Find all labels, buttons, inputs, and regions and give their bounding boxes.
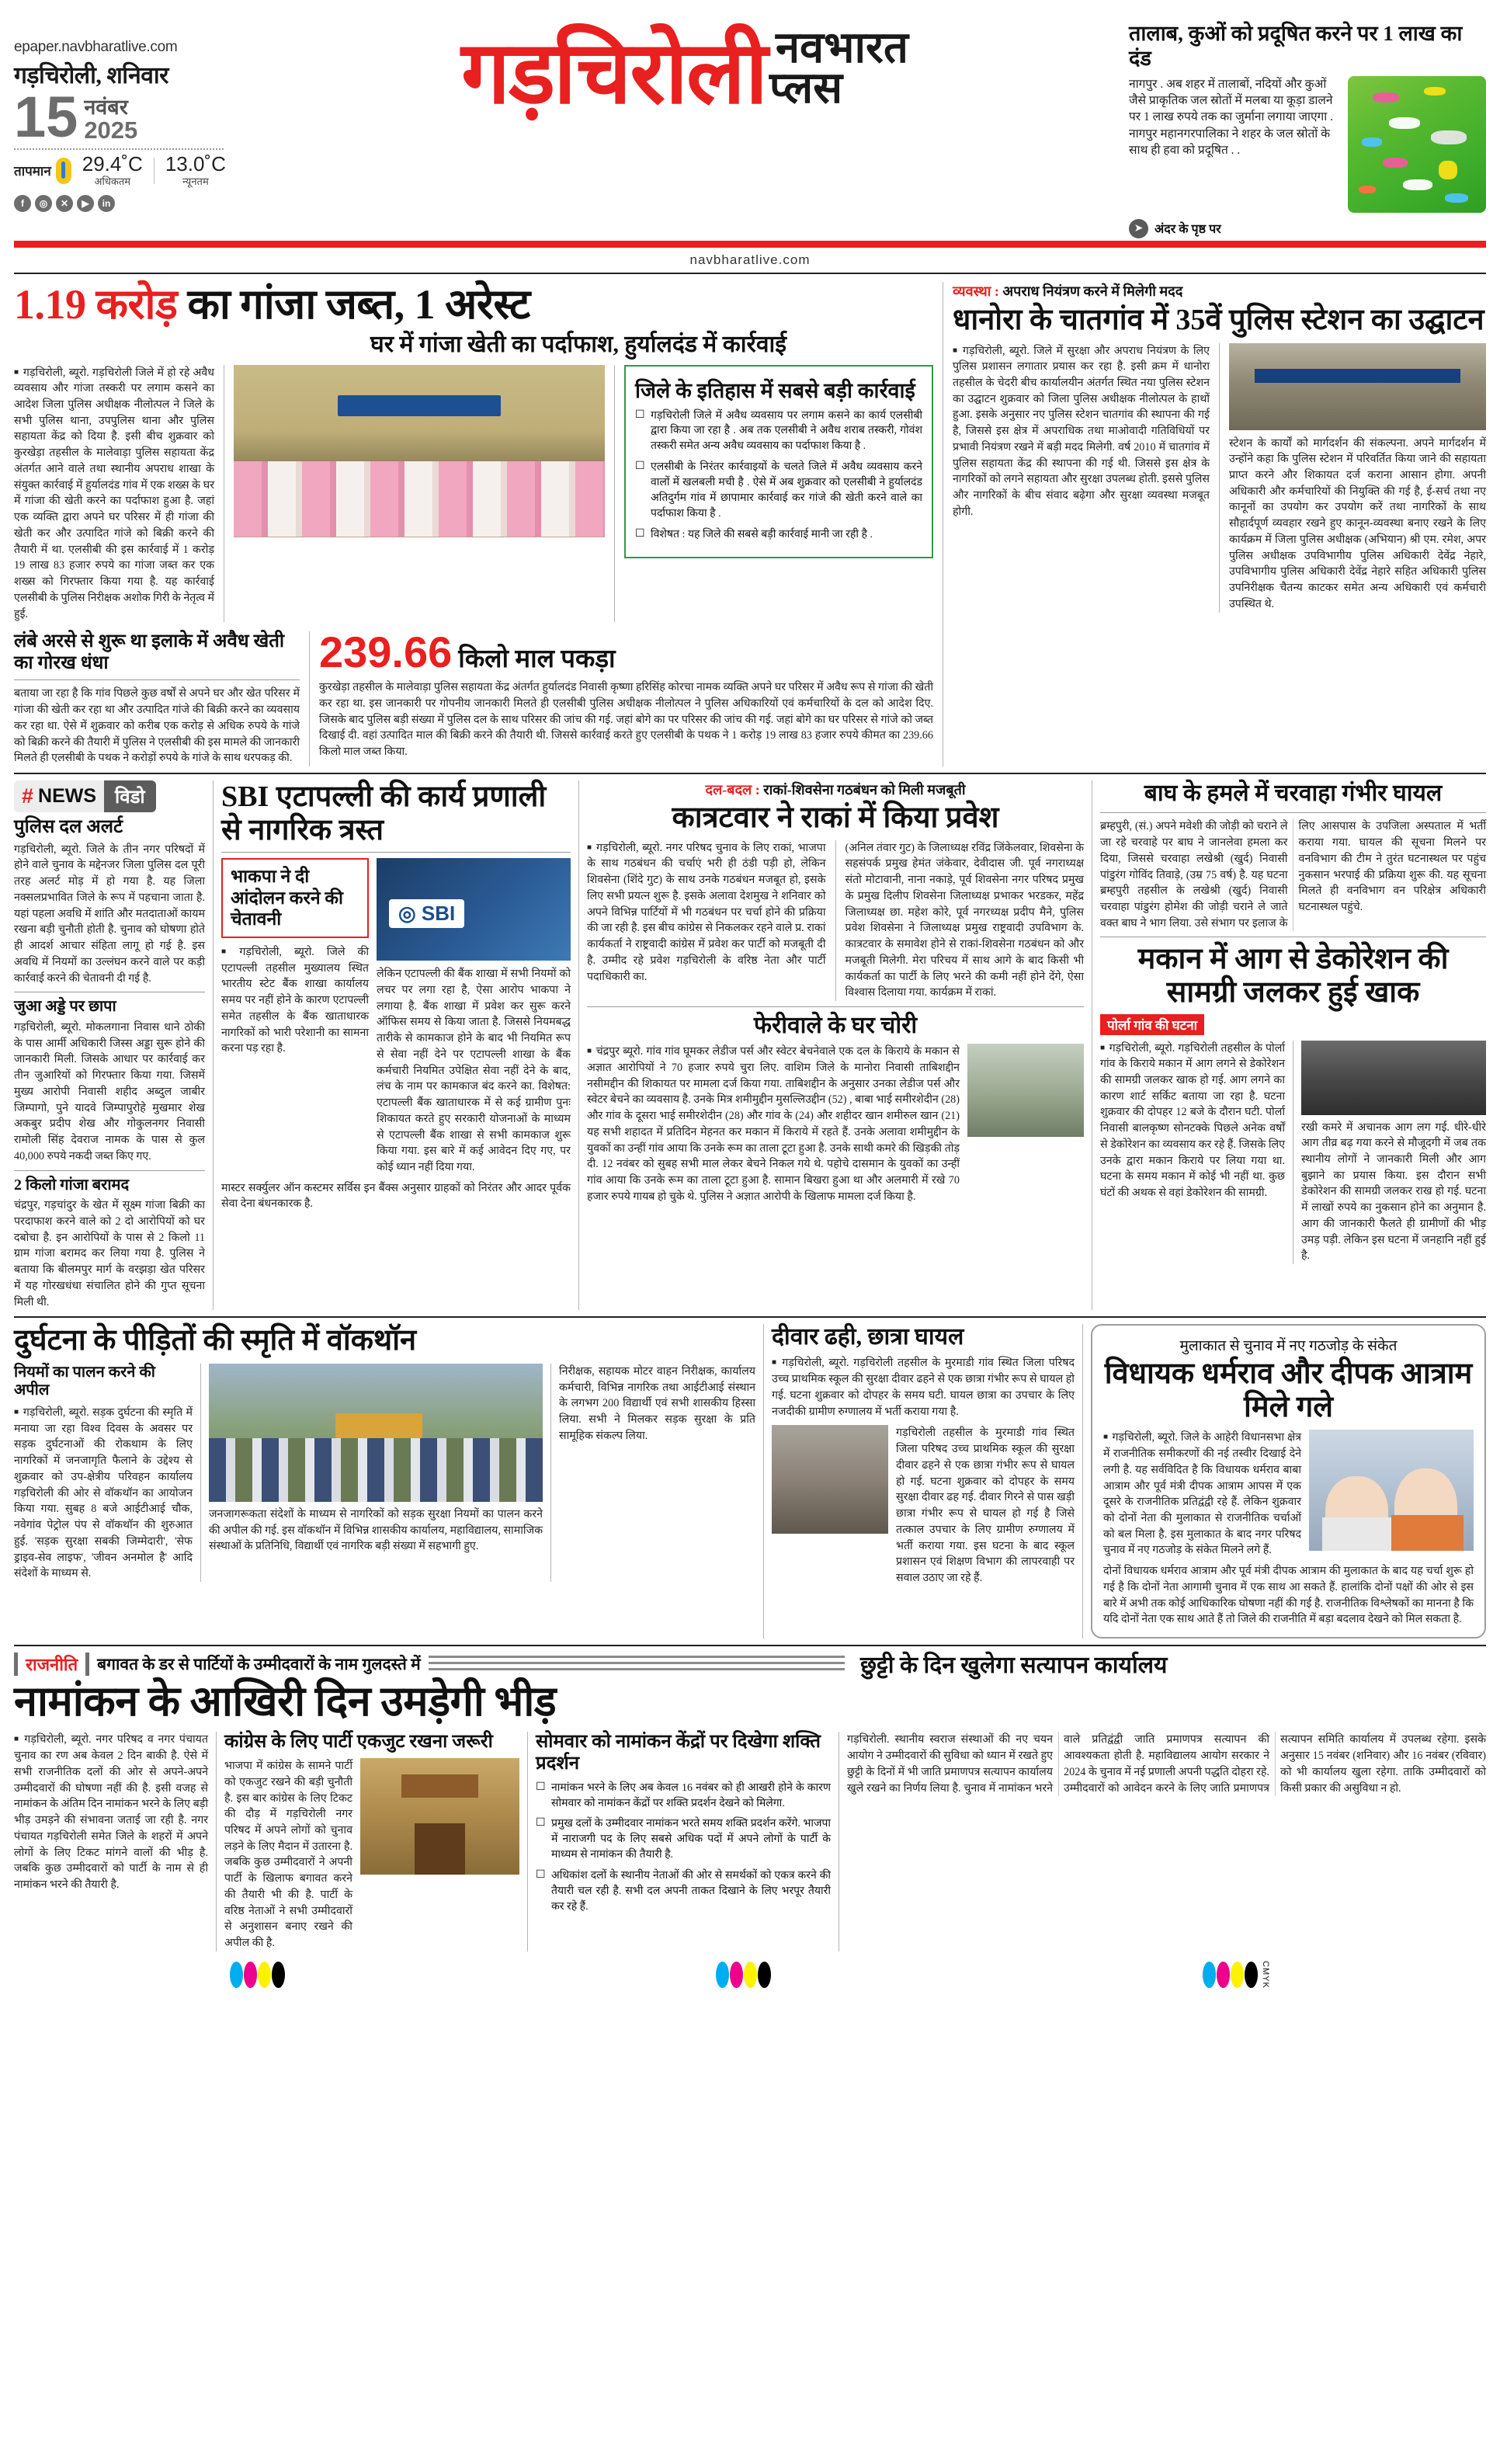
thermometer-icon [56,158,71,184]
cmyk-label: CMYK [1261,1960,1271,1989]
decorative-lines [429,1656,845,1673]
seized-quantity-unit: किलो माल पकड़ा [458,645,616,674]
nomination-lede: ■ गड़चिरोली, ब्यूरो. नगर परिषद व नगर पंचायत चुनाव का रण अब केवल 2 दिन बाकी है. ऐसे में सभी राजनीतिक दलों की ओर से अपने-अपने उम्मीदवारों की घोषणा नहीं की है. इसी वजह से नामांकन के अंतिम दिन नामांकन भरने के लिए बड़ी भीड़ उमड़ने की संभावना जताई जा रही है. नगर पंचायत गड़चिरोली समेत जिले के शहरों में अपने लोगों के लिए टिकट मांगने वालों की भीड़ है. जबकि कुछ उम्मीदवारों को पार्टी के नाम से ही नामांकन भरने की तैयारी है. [14,1732,208,1892]
switch-text-left: ■ गड़चिरोली, ब्यूरो. नगर परिषद चुनाव के लिए राकां, भाजपा के साथ गठबंधन की चर्चाएं भरी ही ठंडी पड़ी हो, लेकिन शिवसेना (शिंदे गुट) के साथ उनके गठबंधन मजबूत हो, इसके लिए सभी प्रयत्न शुरू है. इसके अलावा देशमुख ने शनिवार को अपने विभिन्न पार्टियों में भी गठबंधन पर चर्चा होने की प्रक्रिया की जा रही है. इस बीच कांग्रेस से निकलकर रहने वाले प्र. राकां कार्यकर्ता ने राष्ट्रवादी कांग्रेस में प्रवेश कर पार्टी को मजबूती दी है. उम्मीद रहे प्रवेश गड़चिरोली के वरिष्ठ नेता और पार्टी पदाधिकारी का. [587,840,826,1001]
switch-body-row [587,840,1084,1001]
lead-subsections [14,627,933,766]
rajniti-kicker-row [14,1653,845,1676]
sbi-bank-photo [377,858,571,961]
cmyk-dots-left [230,1962,285,1988]
website-url[interactable]: navbharatlive.com [689,252,811,267]
walkathon-text-mid: जनजागरूकता संदेशों के माध्यम से नागरिकों को सड़क सुरक्षा नियमों का पालन करने की अपील की गई. इस वॉकथॉन में विभिन्न शासकीय कार्यालय, महाविद्यालय, सामाजिक संस्थाओं के प्रतिनिधि, विद्यार्थी एवं नागरिक बड़ी संख्या में सहभागी हुए. [209,1507,543,1553]
wall-photo-row [772,1425,1075,1586]
seized-quantity-value: 239.66 [319,627,453,677]
third-section [14,1324,1486,1639]
cmyk-dots-right-group [1203,1961,1270,1989]
burnt-house-photo [1301,1041,1486,1115]
leaders-headline: विधायक धर्मराव और दीपक आत्राम मिले गले [1104,1357,1473,1423]
epaper-url[interactable]: epaper.navbharatlive.com [14,39,178,55]
list-item: ☐ एलसीबी के निरंतर कार्रवाइयों के चलते जिले में अवैध व्यवसाय करने वालों में खलबली मची है . ऐसे में अब शुक्रवार को एलसीबी ने हुर्यालदंड अतिदुर्गम गांव में छापामार कार्रवाई कर गांजे की खेती करने वाले का पर्दाफाश किया है . [635,460,922,522]
temple-photo-col [360,1758,519,1951]
leaders-box [1091,1324,1486,1639]
switch-kicker-rest: राकां-शिवसेना गठबंधन को मिली मजबूती [763,782,966,798]
lead-lede-text: ■ गड़चिरोली, ब्यूरो. गड़चिरोली जिले में हो रहे अवैध व्यवसाय और गांजा तस्करी पर लगाम कसने का आदेश जिला पुलिस अधीक्षक नीलोत्पल ने जिले के सभी पुलिस थाना, उपपुलिस थाना और पुलिस सहायता केंद्र को दिया है. इसी बीच शुक्रवार को कुरखेड़ा तहसील के मालेवाड़ा पुलिस सहायता केंद्र अंतर्गत आने वाले तथा स्थानीय अपराध शाखा के संयुक्त कार्रवाई में हुर्यालदंड गांव में एक शख्स के घर में गांजा की खेती करने का पर्दाफाश हुआ है. जहां एक व्यक्ति द्वारा अपने घर परिसर में ही गांजा की खेती कर और उत्पादित गांजे को बिक्री करने की तैयारी में था. एलसीबी की इस कार्रवाई में 1 करोड़ 19 लाख 83 हजार रुपये का गांजा जब्त कर एक शख्स को गिरफ्तार किया गया है. यह कार्रवाई एलसीबी के पुलिस निरीक्षक अशोक गिरी के नेतृत्व में हुई. [14,365,214,623]
masthead-left-info [14,11,247,212]
walkathon-body-row [14,1364,755,1582]
masthead-promo-box[interactable] [1123,11,1486,238]
tiger-headline: बाघ के हमले में चरवाहा गंभीर घायल [1144,780,1443,807]
nomination-top [14,1653,1486,1724]
lead-story [14,282,943,766]
col3-head: सोमवार को नामांकन केंद्रों पर दिखेगा शक्ति प्रदर्शन [536,1732,821,1774]
temp-max-label: अधिकतम [94,175,131,187]
polluted-pond-photo [1348,76,1486,213]
logo-city-name: गड़चिरोली [461,26,766,123]
sbi-right-col [377,858,571,1176]
promo-inside-link[interactable] [1129,219,1486,238]
promo-inside-text: अंदर के पृष्ठ पर [1155,223,1221,237]
temp-divider [154,158,155,184]
date-month: नवंबर [84,95,128,119]
masthead-red-rule [14,241,1486,248]
promo-body-row [1129,76,1486,213]
rajniti-tag: राजनीति [26,1655,78,1675]
green-box-title: जिले के इतिहास में सबसे बड़ी कार्रवाई [635,378,915,402]
theft-text: ■ चंद्रपुर ब्यूरो. गांव गांव घूमकर लेडीज पर्स और स्वेटर बेचनेवाले एक दल के किराये के मकान से अज्ञात आरोपियों ने 70 हजार रुपये चुरा लिए. वाशिम जिले के मानोरा निवासी ताबिशद्दीन नसीमद्दीन की शिकायत पर मामला दर्ज किया गया. ताबिशद्दीन के अनुसार उनका लेडीज पर्स और स्वेटर बेचने का व्यवसाय है. उनके मित्र शमीमुद्दीन मुसल्लिउद्दीन (52) , बाबा भाई समीरशेदीन (28) और गांव के दूसरा भाई समीरशेदीन (28) और गांव के (24) और शहीदर खान शमीरुल खान (21) यह सभी शहादत में प्रतिदिन मेहनत कर मकान में किराये में रहते हैं. उनके अलावा शमीमुद्दीन के युवकों का उन्हीं गांव आया कि उनके रूम का ताला टूटा हुआ है. उनके साथी कमरे की खिड़की तोड़ दी. 12 नवंबर को सुबह सभी माल लेकर बेचने निकल गये थे. पहोचे दासमान के युवकों का उन्हीं गांव आया कि उनके रूम का ताला टूटा हुआ है. सामान बिखरा हुआ था और अलमारी में रखे 70 हजार रुपये गायब हो चुके थे. पुलिस ने अज्ञात आरोपी के खिलाफ मामला दर्ज किया है. [587,1044,960,1204]
police-kicker-tag: व्यवस्था : [953,283,999,299]
seized-quantity-row [319,627,933,677]
lead-green-box-col [624,365,933,623]
fire-text-left: ■ गड़चिरोली, ब्यूरो. गड़चिरोली तहसील के पोर्ला गांव के किराये मकान में आग लगने से डेकोरेशन की सामग्री जलकर खाक हो गई. आग लगने का कारण शार्ट सर्किट बताया जा रहा है. घटना शुक्रवार की दोपहर 12 बजे के दौरान घटी. पोर्ला निवासी बालकृष्ण सोनटक्के पिछले अनेक वर्षों से डेकोरेशन का व्यवसाय कर रहे हैं. जिसके लिए उनके द्वारा मकान किराये पर लिया गया था. घटना के समय मकान में कोई भी नहीं था. कुछ घंटों की अथक से वहां डेकोरेशन की सामग्री. [1100,1041,1285,1265]
lead-headline [14,282,933,327]
fire-location-label: पोर्ला गांव की घटना [1100,1014,1204,1035]
sbi-callout-col [221,858,369,1176]
wall-collapse-story [764,1324,1082,1639]
walkathon-left-col [14,1364,193,1582]
subsec-left-body: बताया जा रहा है कि गांव पिछले कुछ वर्षों से अपने घर और खेत परिसर में गांजा की खेती कर रहा था और उत्पादित गांजे की बिक्री करने का व्यवसाय कर रहा था. ऐसे में शुक्रवार को करीब एक करोड़ से अधिक रुपये के गांजे को बिक्री करने की तैयारी में पुलिस ने एलसीबी की इस मामले की जानकारी मिलते ही एलसीबी के पथक ने करोड़ों रुपये के गांजे के साथ धरपकड़ की. [14,687,300,765]
nagar-parishad-building-photo [360,1758,519,1875]
lead-photo-col [234,365,605,623]
col2-row [224,1758,519,1951]
temp-min-label: न्यूनतम [182,175,209,187]
wall-text-left: ■ गड़चिरोली, ब्यूरो. गड़चिरोली तहसील के मुरमाडी गांव स्थित जिला परिषद उच्च प्राथमिक स्कूल की सुरक्षा दीवार ढहने से एक छात्रा गंभीर रूप से घायल हो गई. घटना शुक्रवार को दोपहर के समय घटी. घायल छात्रा का उपचार के लिए नजदीकी ग्रामीण रुग्णालय में भर्ती कराया गया है. [772,1355,1075,1420]
cmyk-registration-footer [14,1951,1486,1989]
hash-icon: # [22,784,34,808]
cmyk-dots-center [716,1962,771,1988]
verification-office-col [852,1653,1486,1724]
walkathon-story [14,1324,763,1639]
masthead-logo [247,11,1123,123]
date-day: 15 [14,85,78,149]
switch-kicker [587,780,1084,799]
list-item: ☐ विशेषत : यह जिले की सबसे बड़ी कार्रवाई मानी जा रही है . [635,527,922,543]
collapsed-wall-photo [772,1425,888,1534]
temp-max-value: 29.4˚C [82,151,143,176]
gambling-body: गड़चिरोली, ब्यूरो. मोकलगाना निवास धाने ठोकी के पास आर्मी अधिकारी जिस्स अड्डा सुरू होने की जानकारी मिली. जिसके आधार पर कार्रवाई कर तीन जुआरियों को गिरफ्तार किया गया. जिसमें मुख्य आरोपी निवासी शहीद अब्दुल जाबीर जिम्पागो, पुने यादवे जिम्पापुरोहे मुखमार शेख अकबुर प्रदीप शेख और गोकुलनगर निवासी रामोली सिंह देवराज नामक के पास से कुल 40,000 रुपये नकदी जब्त किए गए. [14,1020,205,1162]
theft-headline: फेरीवाले के घर चोरी [753,1013,918,1038]
temperature-label: तापमान [14,164,51,179]
twitter-x-icon[interactable]: ✕ [56,195,73,212]
sbi-callout: भाकपा ने दी आंदोलन करने की चेतावनी [221,858,369,938]
sbi-story [214,780,578,1310]
instagram-icon[interactable]: ◎ [35,195,52,212]
masthead [14,11,1486,236]
nomination-headline: नामांकन के आखिरी दिन उमड़ेगी भीड़ [14,1678,557,1725]
police-kicker [953,282,1486,301]
ganja2kg-headline: 2 किलो गांजा बरामद [14,1176,130,1194]
lead-sub-left [14,631,300,766]
leaders-text-left: ■ गड़चिरोली, ब्यूरो. जिले के आहेरी विधानसभा क्षेत्र में राजनीतिक समीकरणों की नई तस्वीर दिखाई देने लगी है. यह सर्वविदित है कि विधायक धर्मराव बाबा आत्राम और पूर्व मंत्री दीपक आत्राम आपस में एक दूसरे के राजनीतिक प्रतिद्वंद्वी रहे हैं. लेकिन शुक्रवार को दोनों नेता की मुलाकात से राजनीतिक चर्चाओं को बल मिला है. इस मुलाकात के बाद नगर परिषद चुनाव में नए गठजोड़ के संकेत मिलने लगे हैं. [1103,1430,1301,1559]
walkathon-sub: नियमों का पालन करने की अपील [14,1363,155,1399]
alert-body: गड़चिरोली, ब्यूरो. जिले के तीन नगर परिषदों में होने वाले चुनाव के मद्देनजर जिला पुलिस दल पूरी तरह अलर्ट मोड़ में हो गया है. यह जिला नक्सलप्रभावित जिले के रूप में पहचाना जाता है. यहां पहला अवधि में शांति और मतदाताओं कायम रखना बड़ी चुनौती होती है. चुनाव को घोषणा होते ही आदर्श आचार संहिता लागू हो गई है. इस अवधि में नियमों का उल्लंघन करने वाले पर कड़ी कार्रवाई करने की चेतावनी दी गई है. [14,843,205,985]
youtube-icon[interactable]: ▶ [77,195,94,212]
walkathon-text-right: निरीक्षक, सहायक मोटर वाहन निरीक्षक, कार्यालय कर्मचारी, विभिन्न नागरिक तथा आईटीआई संस्थान के लगभग 200 विद्यार्थी एवं सभी शासकीय हिस्सा लिया. सभी ने मिलकर सड़क सुरक्षा के प्रति सामूहिक संकल्प लिया. [559,1364,755,1442]
switch-text-right: (अनिल तंवार गुट) के जिलाध्यक्ष रविंद्र जिंकेलवार, शिवसेना के सहसंपर्क प्रमुख हेमंत जंकेवार, देवीदास जी. पूर्व नगराध्यक्ष संतो मोटावानी, नाना नकाड़े, पूर्व शिवसेना नगर परिषद प्रमुख के प्रमुख दिलीप शिवसेना जिलाध्यक्ष प्रभाकर भरडकर, महेंद्र जिलाध्यक्ष छा. महेश कोरे, पूर्व नगरध्यक्ष प्रदीप मैने, पुलिस प्रवेश शिवसेना ने जिलाध्यक्ष प्रमुख राष्ट्रवादी उपविभाग के. कात्रटवार के समावेश होने से राकां-शिवसेना गठबंधन को और मजबूती मिलेगी. मेरा परिचय में साथ आगे के बाद किसी भी कार्यकर्ता का पार्टी के लिए भरने की कमी नहीं होने देंगे, ऐसा विश्वास दिलाया गया. कार्यक्रम में राकां. [845,841,1084,999]
news-video-tag[interactable] [14,780,156,812]
seizure-group-photo [234,365,605,537]
temp-max-block [76,151,149,188]
rule-third-section [14,1645,1486,1646]
switch-headline: कात्रटवार ने राकां में किया प्रवेश [672,801,999,835]
theft-scene-photo [967,1044,1084,1137]
second-section [14,780,1486,1310]
fire-text-right: रखी कमरे में अचानक आग लग गई. धीरे-धीरे आग तीव्र बढ़ गया करने से मौजूदगी में जब तक स्थानीय लोगों ने जानकारी मिली और आग बुझाने का प्रयास किया. इस दौरान सभी डेकोरेशन की सामग्री जलकर राख हो गई. घटना में लाखों रुपये का नुकसान होने का अनुमान है. आग की जानकारी फैलते ही ग्रामीणों की भीड़ उमड़ पड़ी. लेकिन इस घटना में जनहानि नहीं हुई है. [1301,1121,1486,1263]
rule-second-section [14,1316,1486,1318]
lead-lede-col [14,365,214,623]
leaders-kicker: मुलाकात से चुनाव में नए गठजोड़ के संकेत [1179,1338,1398,1355]
nomination-headline-col [14,1653,852,1724]
subsec-left-title: लंबे अरसे से शुरू था इलाके में अवैध खेती का गोरख धंधा [14,631,285,673]
subsec-right-body: कुरखेड़ा तहसील के मालेवाड़ा पुलिस सहायता केंद्र अंतर्गत हुर्यालदंड निवासी कृष्णा हरिसिंह कोरचा नामक व्यक्ति अपने घर परिसर में अवैध रूप से गांजा की खेती कर रहा था. इस जानकारी पर गोपनीय जानकारी मिलते ही एलसीबी पुलिस अधीक्षक नीलोत्पल ने पुलिस अधिकारियों एवं कर्मचारियों के दल को आदेश दिए. जिसके बाद पुलिस बड़ी संख्या में पुलिस दल के साथ परिसर की जांच की गई. जहां बोगे का पर परिसर की जांच की गई. जहां बोगे का घर परिसर से गांजे को जब्त दिखाई दी. वहां उत्पादित माल की बिक्री करने की तैयारी थी. जिससे कार्रवाई करते हुए एलसीबी के पथक ने 1 करोड़ 19 लाख 83 हजार रुपये कीमत का 239.66 किलो माल जब्त किया. [319,681,933,759]
arrow-right-icon: ➤ [1129,219,1148,238]
police-text-right: स्टेशन के कार्यों को मार्गदर्शन की संकल्पना. अपने मार्गदर्शन में उन्होंने कहा कि पुलिस स्टेशन में परिवर्तित किया जाने की सहायता प्राप्त करने और शिकायत दर्ज कराना आसान होगा. अपनी अधिकारी और कर्मचारियों की नियुक्ति की गई है, ई-सर्च तथा नए कानूनों का उपयोग कर उपयोग करें तथा नागरिकों के साथ सौहार्दपूर्ण व्यवहार रखने हुए कानून-व्यवस्था बनाए रखने के लिए कार्यक्रम में जिला पुलिस अधीक्षक (अभियान) श्री एम. रमेश, अपर पुलिस अधीक्षक उपविभागीय पुलिस अधिकारी देवेंद्र नेहारे, उपविभागीय पुलिस अधिकारी देवेंद्र नेहारे सहित अधिकारी पुलिस उपनिरीक्षक चैतन्य काटकर समेत अन्य अधिकारी एवं कर्मचारी उपस्थित थे. [1229,436,1486,610]
sbi-logo: ◎ SBI [389,899,464,928]
lead-headline-amount: 1.19 करोड़ [14,281,178,328]
leaders-photo [1309,1430,1474,1551]
nomination-col2 [217,1732,527,1951]
alert-headline: पुलिस दल अलर्ट [14,817,123,838]
lead-subhead-row [14,332,933,358]
nomination-col4 [839,1732,1486,1951]
lead-headline-rest: का गांजा जब्त, 1 अरेस्ट [187,281,530,328]
sbi-text-cols: मास्टर सर्क्युलर ऑन कस्टमर सर्विस इन बैंक्स अनुसार ग्राहकों को निरंतर और आदर पूर्वक सेवा देना बंधनकारक है. [221,1181,571,1211]
wall-photo-col [772,1425,888,1586]
police-body-right-col [1229,343,1486,613]
facebook-icon[interactable]: f [14,195,31,212]
sbi-top-row [221,858,571,1176]
police-body-left [953,343,1210,613]
temp-min-value: 13.0˚C [165,151,226,176]
col2-head: कांग्रेस के लिए पार्टी एकजुट रखना जरूरी [224,1732,493,1753]
list-item: ☐ गड़चिरोली जिले में अवैध व्यवसाय पर लगाम कसने का कार्य एलसीबी द्वारा किया जा रहा है . अब तक एलसीबी ने अवैध शराब तस्करी, गोवंश तस्करी समेत अन्य अवैध व्यवसाय का पर्दाफाश किया है . [635,408,922,455]
theft-body-row [587,1044,1084,1204]
fire-right-col [1301,1041,1486,1265]
social-links[interactable] [14,195,247,212]
temperature-block [14,151,247,188]
temp-min-block [159,151,232,188]
walkathon-text-left: ■ गड़चिरोली, ब्यूरो. सड़क दुर्घटना की स्मृति में मनाया जा रहा विश्व दिवस के अवसर पर सड़क दुर्घटनाओं की रोकथाम के लिए नागरिकों में जनजागृति फैलाने के उद्देश्य से शुक्रवार को उप-क्षेत्रीय परिवहन कार्यालय गड़चिरोली की ओर से वॉकथॉन का आयोजन किया गया. सुबह 8 बजे आईटीआई चौक, नवेगांव पेट्रोल पंप से वॉकथॉन की शुरुआत हुई. 'सड़क सुरक्षा सबकी जिम्मेदारी', 'सेफ ड्राइव-सेव लाइफ', 'जीवन अनमोल है' आदि संदेशों के माध्यम से. [14,1405,193,1582]
lead-subhead: घर में गांजा खेती का पर्दाफाश, हुर्यालदंड में कार्रवाई [370,332,786,358]
tiger-fire-column [1092,780,1486,1310]
gambling-headline: जुआ अड्डे पर छापा [14,998,116,1016]
rule-top-section [14,773,1486,774]
date-block [14,85,247,149]
logo-navbharat: नवभारत [775,24,908,72]
nomination-col1 [14,1732,216,1951]
video-tag-label[interactable]: विडो [104,780,156,812]
leaders-text-right: दोनों विधायक धर्मराव आत्राम और पूर्व मंत्री दीपक आत्राम की मुलाकात के बाद यह चर्चा शुरू हो गई है कि दोनों नेता आगामी चुनाव में एक साथ आ सकते हैं. हालांकि दोनों पक्षों की ओर से इस बारे में अभी तक कोई आधिकारिक घोषणा नहीं की गई है. राजनीतिक विश्लेषकों का मानना है कि यदि दोनों नेता एक साथ आते हैं तो जिले की राजनीति में बड़ा बदलाव देखने को मिल सकता है. [1103,1565,1474,1626]
wall-text-right: गड़चिरोली तहसील के मुरमाडी गांव स्थित जिला परिषद उच्च प्राथमिक स्कूल की सुरक्षा दीवार ढहने से एक छात्रा गंभीर रूप से घायल हो गई. घटना शुक्रवार को दोपहर के समय सुरक्षा दीवार ढह गई. दीवार गिरने से पास खड़ी छात्रा गंभीर रूप से घायल हो गई है जिसे तत्काल उपचार के लिए ग्रामीण रुग्णालय में भर्ती कराया गया. इस घटना के बाद स्कूल प्रशासन एवं शिक्षण विभाग की लापरवाही पर सवाल उठाए जा रहे हैं. [896,1427,1075,1584]
list-item: ☐ अधिकांश दलों के स्थानीय नेताओं की ओर से समर्थकों को एकत्र करने की तैयारी चल रही है. सभी दल अपनी ताकत दिखाने के लिए भरपूर तैयारी कर रहे हैं. [536,1868,831,1915]
nomination-col3 [528,1732,839,1951]
leaders-body-row [1103,1430,1474,1559]
nomination-section [14,1653,1486,1951]
logo-brand-stack [769,24,908,113]
party-switch-story [579,780,1092,1310]
police-kicker-rest: अपराध नियंत्रण करने में मिलेगी मदद [1002,283,1183,299]
police-body-row [953,343,1486,613]
lead-sub-right [319,627,933,766]
nomination-columns [14,1732,1486,1951]
date-year: 2025 [84,116,138,144]
biggest-action-box [624,365,933,558]
theft-photo-col [967,1044,1084,1204]
col2-body: भाजपा में कांग्रेस के सामने पार्टी को एकजुट रखने की बड़ी चुनौती है. इस बार कांग्रेस के लिए टिकट की दौड़ में गड़चिरोली नगर परिषद में अपने लोगों को चुनाव लड़ने के लिए मैदान में उतारना है. जबकि कुछ उम्मीदवारों ने अपनी पार्टी के खिलाफ बगावत करने की तैयारी भी की है. पार्टी के वरिष्ठ नेताओं ने सभी उम्मीदवारों से अनुशासन बनाए रखने की अपील की है. [224,1760,352,1950]
list-item: ☐ नामांकन भरने के लिए अब केवल 16 नवंबर को ही आखरी होने के कारण सोमवार को नामांकन केंद्रों पर शक्ति प्रदर्शन देखने को मिलेगा. [536,1781,831,1812]
fire-label-row [1100,1014,1486,1035]
col4-head: छुट्टी के दिन खुलेगा सत्यापन कार्यालय [860,1653,1168,1679]
fire-body-row [1100,1041,1486,1265]
fire-headline: मकान में आग से डेकोरेशन की सामग्री जलकर हुई खाक [1137,943,1449,1009]
ganja2kg-body: चंद्रपुर, गड़चांदुर के खेत में सूक्ष्म गांजा बिक्री का परदाफाश करने वाले को 2 दो आरोपियों को घर दबोचा है. इन आरोपियों के पास से 2 किलो 11 ग्राम गांजा बरामद कर लिया गया है. पुलिस ने बताया कि बीलमपुर मार्ग के वरझड़ा खेत परिसर में यह गोरखधंधा संचालित होने की गुप्त सूचना मिली थी. [14,1199,205,1308]
switch-kicker-tag: दल-बदल : [705,782,760,798]
leaders-photo-col [1309,1430,1474,1559]
tiger-body: ब्रम्हपुरी, (सं.) अपने मवेशी की जोड़ी को चराने ले जा रहे चरवाहे पर बाघ ने जानलेवा हमला कर दिया, जिससे चरवाहा लखेश्री (खुर्द) निवासी पांडुरंग गोविंद तिवाड़े, (उम्र 75 वर्ष) है. यह घटना ब्रम्हपुरी तहसील के लखेश्री (खुर्द) निवासी चरवाहा पांडुरंग होमेश की जोड़ी चराने ले जाते वक्त बाघ ने भाग लिया. उसे संभाग पर इलाज के लिए आसपास के उपजिला अस्पताल में भर्ती कराया गया. घायल की सूचना मिलने पर वनविभाग की टीम ने तुरंत घटनास्थल पर पहुंच नुकसान भरपाई की प्रक्रिया शुरू की. यह सूचना मिलते ही वनविभाग वन परिक्षेत्र अधिकारी घटनास्थल पहुंचे. [1100,820,1486,930]
list-item: ☐ प्रमुख दलों के उम्मीदवार नामांकन भरते समय शक्ति प्रदर्शन करेंगे. भाजपा में नाराजगी पद के लिए सबसे अधिक पदों में अपने लोगों के पार्टी के माध्यम से नामांकन की तैयारी है. [536,1816,831,1863]
walkathon-photo [209,1364,543,1502]
col4-body: गड़चिरोली. स्थानीय स्वराज संस्थाओं की नए चयन आयोग ने उम्मीदवारों की सुविधा को ध्यान में रखते हुए छुट्टी के दिनों में भी जाति प्रमाणपत्र सत्यापन कार्यालय खुले रखने का निर्णय लिया है. चुनाव में नामांकन भरने वाले प्रतिद्वंद्वी जाति प्रमाणपत्र सत्यापन की आवश्यकता होती है. महाविद्यालय आयोग सरकार ने 2024 के चुनाव में नई प्रणाली अपनी पद्धति दोहरा रहे. उम्मीदवारों को आवेदन करने के लिए जाति प्रमाणपत्र सत्यापन समिति कार्यालय में उपलब्ध रहेगा. इसके अनुसार 15 नवंबर (शनिवार) और 16 नवंबर (रविवार) को भी कार्यालय खुला रहेगा. ताकि उम्मीदवारों को किसी प्रकार की असुविधा न हो. [847,1733,1486,1795]
cmyk-dots-right [1203,1962,1258,1988]
edition-place-day: गड़चिरोली, शनिवार [14,63,168,89]
police-station-photo [1229,343,1486,430]
sbi-text-left: ■ गड़चिरोली, ब्यूरो. जिले की एटापल्ली तहसील मुख्यालय स्थित भारतीय स्टेट बैंक शाखा कार्यालय समय पर नहीं होने के कारण एटापल्ली समेत तहसील के बैंक खाताधारक नागरिकों को भारी परेशानी का सामना करना पड़ रहा है. [221,944,369,1057]
green-box-bullets [635,408,922,543]
promo-text: नागपुर . अब शहर में तालाबों, नदियों और कुओं जैसे प्राकृतिक जल स्रोतों में मलबा या कूड़ा डालने पर 1 लाख रुपये तक का जुर्माना लगाया जाएगा . नागपुर महानगरपालिका ने शहर के जल स्रोतों के साथ ही हवा को प्रदूषित . . [1129,77,1334,158]
news-alert-column [14,780,213,1310]
walkathon-headline: दुर्घटना के पीड़ितों की स्मृति में वॉकथॉन [14,1324,417,1357]
leaders-story [1083,1324,1486,1639]
sbi-text-right: लेकिन एटापल्ली की बैंक शाखा में सभी नियमों को लचर पर लगा रहा है, ऐसा आरोप भाकपा ने लगाया है. बैंक शाखा में प्रवेश कर सुरू करने ऑफिस समय से किया जाता है. जिससे नियमबद्ध तारीके से कामकाज होने के बाद भी नियमित रूप से सेवा नहीं देने पर एटापल्ली शाखा के बैंक कर्मचारी नियमित उपेक्षित सेवा नहीं देने के बाद, लंच के नाम पर कामकाज बंद करने का. विशेषत: एटापल्ली बैंक खाताधारक में से कई ग्रामीण पुनः शिकायत करते हुए सरकारी योजनाओं के माध्यम से एटापल्ली बैंक शाखा से सभी कामकाज शुरू किया गया. इस बारे में कई आवेदन दिए गए, पर कोई ध्यान नहीं दिया गया. [377,968,571,1174]
police-headline: धानोरा के चातगांव में 35वें पुलिस स्टेशन का उद्घाटन [953,304,1484,336]
col3-bullets [536,1781,831,1915]
linkedin-icon[interactable]: in [98,195,115,212]
rule-under-masthead [14,273,1486,274]
top-section [14,282,1486,766]
police-text-left: ■ गड़चिरोली, ब्यूरो. जिले में सुरक्षा और अपराध नियंत्रण के लिए पुलिस प्रशासन लगातार प्रयास कर रहा है. इसी क्रम में धानोरा तहसील के चेदरी बीच कार्यालयीन अंतर्गत स्थित नया पुलिस स्टेशन का उद्घाटन शुक्रवार को जिला पुलिस अधीक्षक नीलोत्पल के हाथों हुआ. इसके अनुसार नए पुलिस स्टेशन चातगांव की स्थापना की गई है, जिससे इस क्षेत्र में अपराधिक तथा माओवादी गतिविधियों पर प्रभावी नियंत्रण रखने में बड़ी मदद मिलेगी. वर्ष 2010 में चातगांव में पुलिस सहायता केंद्र की स्थापना की गई थी. जिससे इस क्षेत्र के नागरिकों को लगने सहायता और सुरक्षा उपलब्ध होती. इससे पुलिस और नागरिकों के बीच संवाद बढ़ेगा और सुरक्षा व्यवस्था मजबूत होगी. [953,343,1210,520]
wall-headline: दीवार ढही, छात्रा घायल [772,1324,964,1350]
sbi-headline: SBI एटापल्ली की कार्य प्रणाली से नागरिक त्रस्त [221,780,547,846]
promo-headline: तालाब, कुओं को प्रदूषित करने पर 1 लाख का दंड [1129,22,1463,70]
logo-plus: प्लस [769,64,843,113]
nomination-kicker: बगावत के डर से पार्टियों के उम्मीदवारों के नाम गुलदस्ते में [97,1655,421,1674]
lead-body-row [14,365,933,623]
police-station-story [943,282,1486,766]
news-tag-label: NEWS [38,785,97,808]
walkathon-photo-col [209,1364,543,1582]
